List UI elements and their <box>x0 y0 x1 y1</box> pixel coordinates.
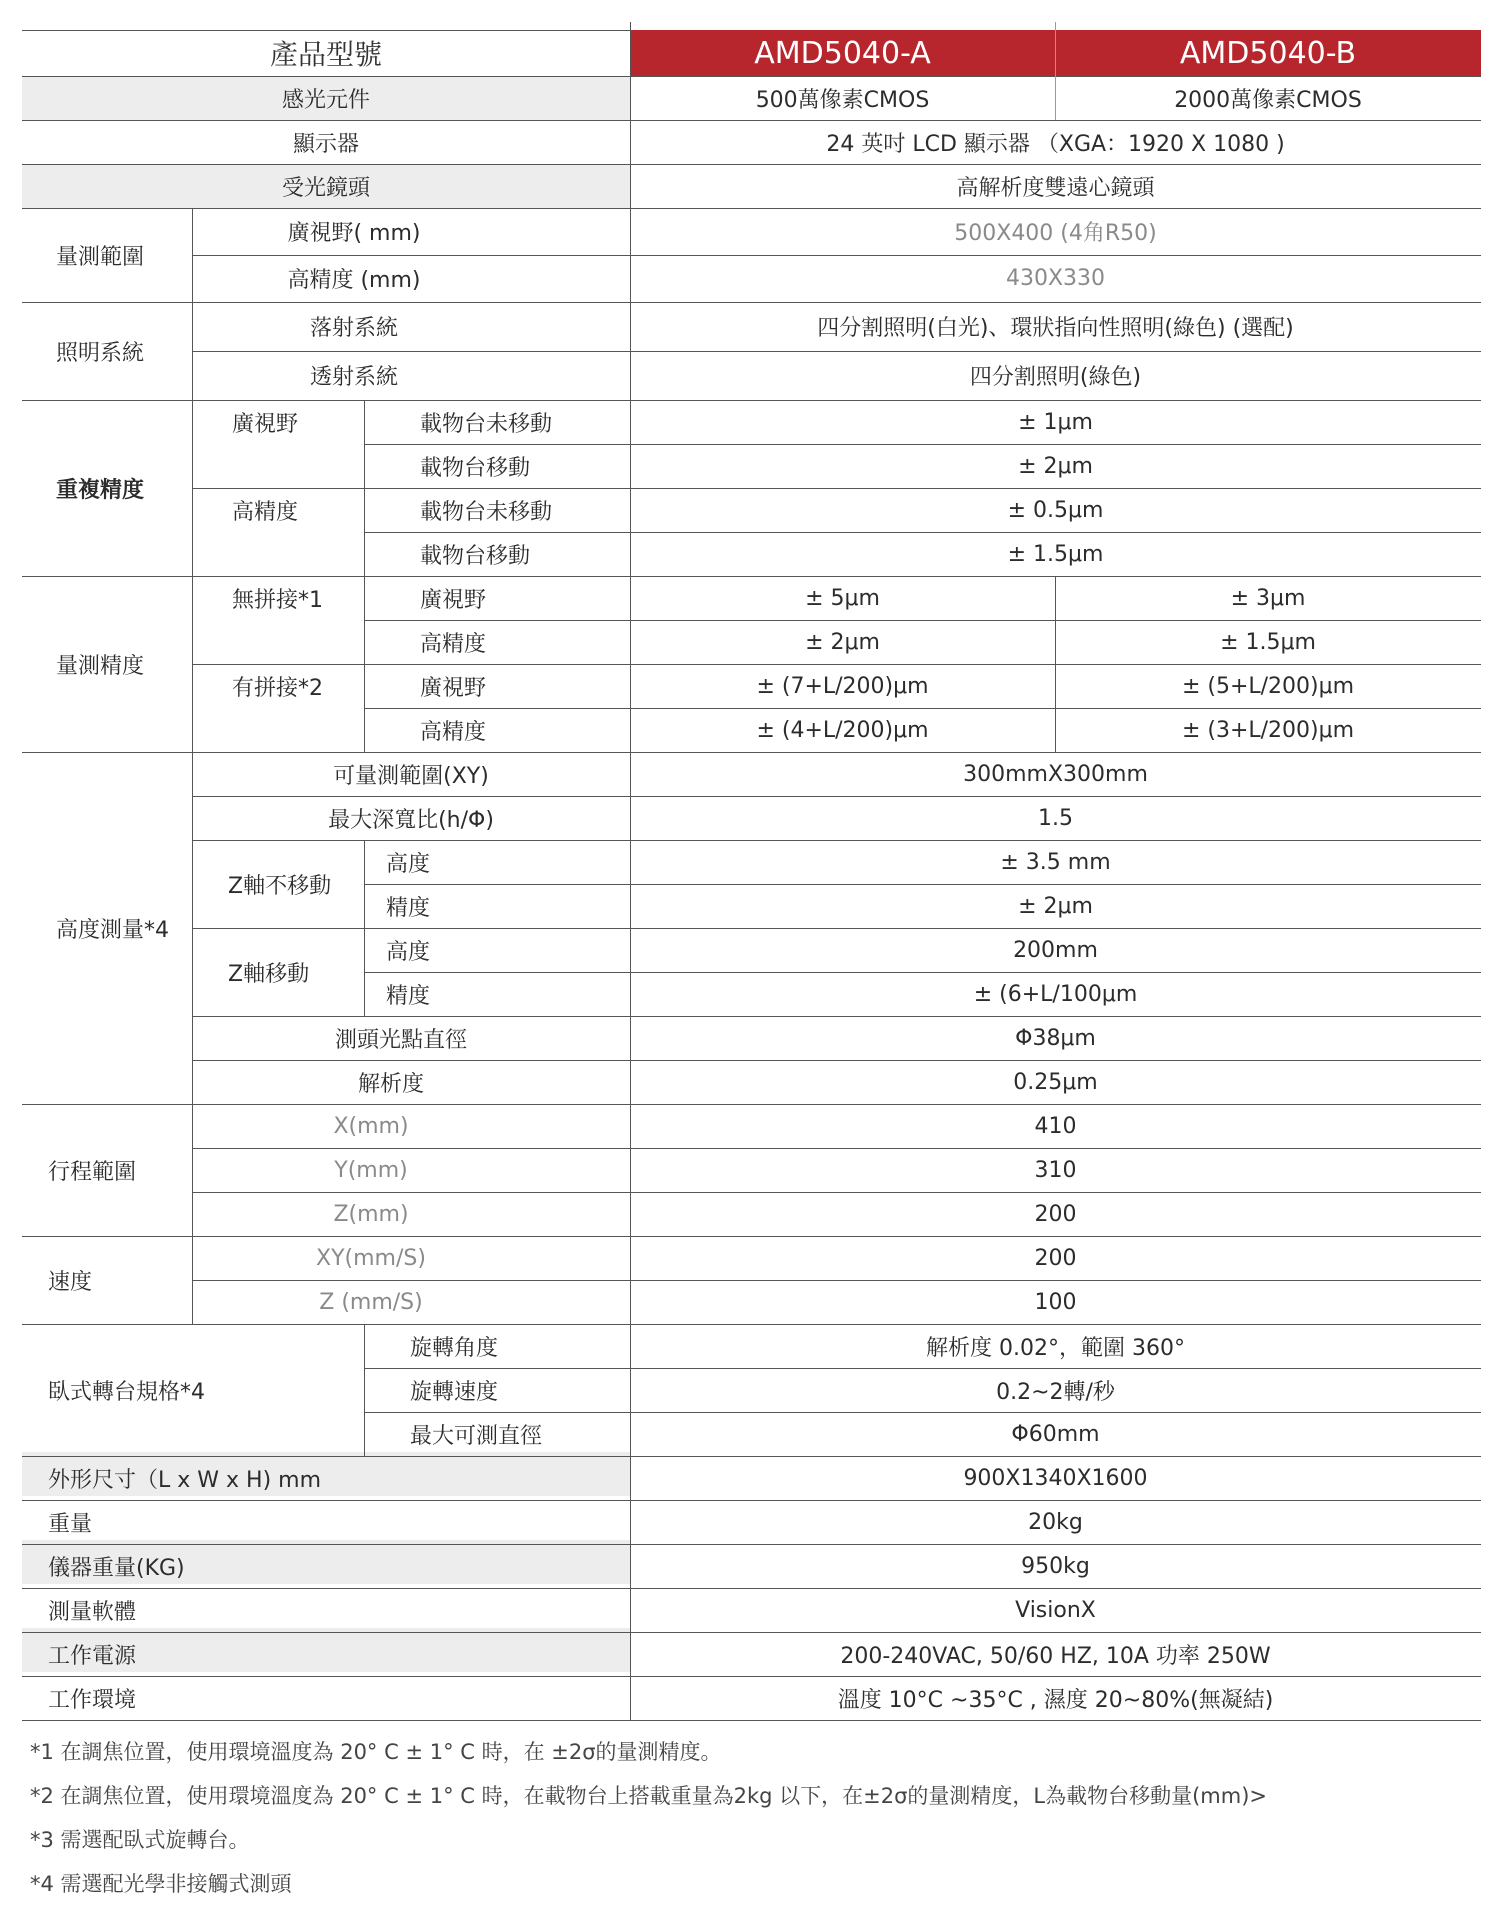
grid-line <box>364 532 1481 533</box>
lighting-row-value: 四分割照明(白光)、環狀指向性照明(綠色) (選配) <box>817 316 1294 341</box>
grid-line <box>192 796 1481 797</box>
bottom-row-value: 950kg <box>1021 1553 1090 1579</box>
bottom-row-value: 900X1340X1600 <box>963 1465 1148 1491</box>
measure-range-row-value: 500X400 (4角R50) <box>954 221 1157 246</box>
grid-line <box>22 752 1481 753</box>
height-row-value: ± (6+L/100μm <box>973 981 1138 1007</box>
measure-range-row-label: 廣視野( mm) <box>287 221 421 246</box>
rotary-row-value: 解析度 0.02°，範圍 360° <box>926 1335 1185 1361</box>
grid-line <box>364 444 1481 445</box>
grid-line <box>22 1588 1481 1589</box>
footnote: *3 需選配臥式旋轉台。 <box>30 1828 250 1852</box>
lighting-label: 照明系統 <box>56 340 145 366</box>
grid-line <box>364 840 365 1016</box>
accuracy-group-label: 有拼接*2 <box>232 675 323 701</box>
grid-line <box>192 208 193 402</box>
bottom-row-label: 外形尺寸（L x W x H) mm <box>48 1467 322 1493</box>
accuracy-b: ± (3+L/200)μm <box>1181 717 1355 743</box>
repeatability-row-value: ± 1μm <box>1018 409 1093 435</box>
bottom-row-value: 20kg <box>1028 1509 1083 1535</box>
accuracy-a: ± (7+L/200)μm <box>756 673 929 699</box>
height-group-label: Z軸不移動 <box>228 873 332 899</box>
travel-label: 行程範圍 <box>48 1159 137 1185</box>
accuracy-b: ± (5+L/200)μm <box>1181 673 1355 699</box>
height-row-label: 高度 <box>386 851 431 877</box>
sensor-b: 2000萬像素CMOS <box>1174 87 1362 113</box>
grid-line <box>192 840 1481 841</box>
speed-row-label: XY(mm/S) <box>316 1245 426 1271</box>
measure-range-row-value: 430X330 <box>1005 266 1106 291</box>
travel-row-label: X(mm) <box>333 1113 409 1139</box>
height-row-value: 200mm <box>1013 937 1098 963</box>
grid-line <box>364 708 1481 709</box>
height-row-label: 高度 <box>386 939 431 965</box>
rotary-row-label: 旋轉速度 <box>410 1379 499 1405</box>
grid-line <box>22 302 1481 303</box>
grid-line <box>1055 22 1056 120</box>
speed-label: 速度 <box>48 1269 93 1295</box>
grid-line <box>364 1324 365 1456</box>
height-spot-label: 測頭光點直徑 <box>334 1027 467 1053</box>
grid-line <box>192 255 1481 256</box>
grid-line <box>364 972 1481 973</box>
bottom-row-label: 儀器重量(KG) <box>48 1555 185 1581</box>
lighting-row-value: 四分割照明(綠色) <box>969 365 1142 390</box>
grid-line <box>364 620 1481 621</box>
grid-line <box>22 1500 1481 1501</box>
accuracy-row-label: 高精度 <box>420 719 487 745</box>
grid-line <box>192 1280 1481 1281</box>
accuracy-row-label: 廣視野 <box>420 675 487 701</box>
grid-line <box>22 1632 1481 1633</box>
height-resolution-value: 0.25μm <box>1013 1069 1098 1095</box>
footnote: *1 在調焦位置，使用環境溫度為 20° C ± 1° C 時，在 ±2σ的量測精度。 <box>30 1740 722 1764</box>
lighting-row-label: 透射系統 <box>309 365 398 390</box>
height-row-value: ± 3.5 mm <box>1000 849 1111 875</box>
bottom-row-label: 工作環境 <box>48 1687 137 1713</box>
grid-line <box>22 576 1481 577</box>
rotary-row-label: 旋轉角度 <box>410 1335 499 1361</box>
footnote: *2 在調焦位置，使用環境溫度為 20° C ± 1° C 時，在載物台上搭載重量為2kg 以下，在±2σ的量測精度，L為載物台移動量(mm)> <box>30 1784 1267 1808</box>
grid-line <box>22 208 1481 209</box>
rotary-row-value: Φ60mm <box>1011 1421 1100 1447</box>
grid-line <box>22 1544 1481 1545</box>
accuracy-row-label: 廣視野 <box>420 587 487 613</box>
grid-line <box>22 1720 1481 1721</box>
model-a-header: AMD5040-A <box>630 30 1055 76</box>
grid-line <box>192 400 193 1324</box>
rotary-row-value: 0.2~2轉/秒 <box>996 1379 1115 1405</box>
bottom-row-value: 溫度 10°C ~35°C , 濕度 20~80%(無凝結) <box>837 1687 1274 1713</box>
grid-line <box>364 1412 1481 1413</box>
accuracy-b: ± 1.5μm <box>1220 629 1316 655</box>
travel-row-value: 310 <box>1034 1157 1077 1183</box>
grid-line <box>192 1148 1481 1149</box>
grid-line <box>22 400 1481 401</box>
height-aspect-value: 1.5 <box>1038 805 1073 831</box>
grid-line <box>192 1060 1481 1061</box>
grid-line <box>22 1324 1481 1325</box>
bottom-row-value: 200-240VAC, 50/60 HZ, 10A 功率 250W <box>840 1643 1271 1669</box>
repeatability-row-label: 載物台移動 <box>420 455 531 481</box>
grid-line <box>192 351 1481 352</box>
grid-line <box>22 1456 1481 1457</box>
grid-line <box>364 884 1481 885</box>
grid-line <box>630 22 631 1720</box>
travel-row-label: Z(mm) <box>333 1201 409 1227</box>
repeatability-row-label: 載物台未移動 <box>420 499 553 525</box>
grid-line <box>22 1236 1481 1237</box>
repeatability-row-label: 載物台未移動 <box>420 411 553 437</box>
bottom-row-label: 工作電源 <box>48 1643 137 1669</box>
footnote: *4 需選配光學非接觸式測頭 <box>30 1872 292 1896</box>
height-range-label: 可量測範圍(XY) <box>333 763 489 789</box>
speed-row-value: 200 <box>1034 1245 1077 1271</box>
travel-row-label: Y(mm) <box>334 1157 408 1183</box>
grid-line <box>22 76 1481 77</box>
grid-line <box>192 1016 1481 1017</box>
model-b-header: AMD5040-B <box>1055 30 1481 76</box>
repeatability-group-label: 高精度 <box>232 499 299 525</box>
grid-line <box>22 1104 1481 1105</box>
display-label: 顯示器 <box>292 131 359 157</box>
grid-line <box>22 164 1481 165</box>
repeatability-row-value: ± 0.5μm <box>1007 497 1104 523</box>
repeatability-row-value: ± 1.5μm <box>1007 541 1104 567</box>
bottom-row-label: 測量軟體 <box>48 1599 137 1625</box>
speed-row-value: 100 <box>1034 1289 1077 1315</box>
sensor-a: 500萬像素CMOS <box>755 87 930 113</box>
accuracy-a: ± (4+L/200)μm <box>756 717 929 743</box>
grid-line <box>1055 576 1056 752</box>
accuracy-a: ± 5μm <box>805 585 880 611</box>
travel-row-value: 410 <box>1034 1113 1077 1139</box>
accuracy-row-label: 高精度 <box>420 631 487 657</box>
height-resolution-label: 解析度 <box>357 1071 424 1097</box>
repeatability-label: 重複精度 <box>56 477 145 503</box>
height-row-value: ± 2μm <box>1018 893 1093 919</box>
bottom-row-value: VisionX <box>1015 1597 1096 1623</box>
accuracy-a: ± 2μm <box>805 629 880 655</box>
measure-range-row-label: 高精度 (mm) <box>287 268 421 293</box>
speed-row-label: Z (mm/S) <box>319 1289 423 1315</box>
height-aspect-label: 最大深寬比(h/Φ) <box>328 807 494 833</box>
display-value: 24 英吋 LCD 顯示器 （XGA：1920 X 1080 ) <box>826 131 1285 157</box>
grid-line <box>364 400 365 752</box>
grid-line <box>192 928 1481 929</box>
travel-row-value: 200 <box>1034 1201 1077 1227</box>
repeatability-row-label: 載物台移動 <box>420 543 531 569</box>
grid-line <box>192 488 1481 489</box>
footnotes <box>30 1730 1267 1906</box>
rotary-row-label: 最大可測直徑 <box>410 1423 543 1449</box>
accuracy-b: ± 3μm <box>1230 585 1306 611</box>
repeatability-row-value: ± 2μm <box>1018 453 1093 479</box>
bottom-row-label: 重量 <box>48 1511 93 1537</box>
repeatability-group-label: 廣視野 <box>232 411 299 437</box>
height-spot-value: Φ38μm <box>1015 1025 1096 1051</box>
accuracy-group-label: 無拼接*1 <box>232 587 323 613</box>
height-row-label: 精度 <box>386 983 431 1009</box>
measure-range-label: 量測範圍 <box>56 244 145 270</box>
accuracy-label: 量測精度 <box>56 653 145 679</box>
grid-line <box>22 1676 1481 1677</box>
height-row-label: 精度 <box>386 895 431 921</box>
height-range-value: 300mmX300mm <box>963 761 1148 787</box>
model-label: 產品型號 <box>269 38 382 71</box>
grid-line <box>364 1368 1481 1369</box>
sensor-label: 感光元件 <box>281 87 370 113</box>
lens-value: 高解析度雙遠心鏡頭 <box>956 175 1155 201</box>
rotary-label: 臥式轉台規格*4 <box>48 1379 205 1405</box>
height-group-label: Z軸移動 <box>228 961 310 987</box>
grid-line <box>192 664 1481 665</box>
lighting-row-label: 落射系統 <box>309 316 398 341</box>
grid-line <box>22 120 1481 121</box>
lens-label: 受光鏡頭 <box>281 175 370 201</box>
grid-line <box>192 1192 1481 1193</box>
height-label: 高度測量*4 <box>56 917 169 943</box>
grid-line <box>22 30 630 31</box>
